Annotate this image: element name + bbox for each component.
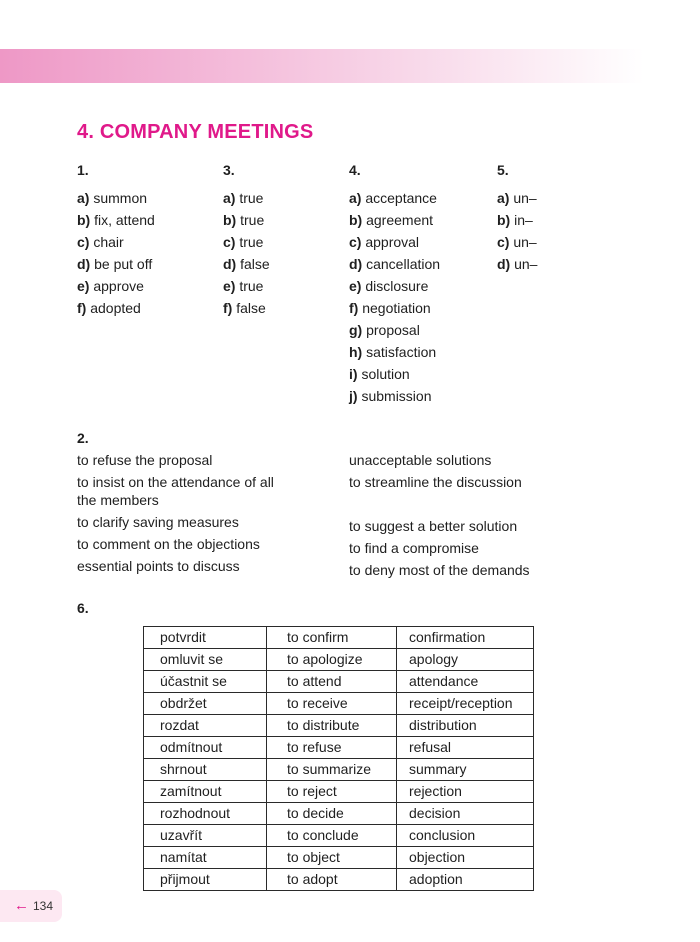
exercise-1 [77, 159, 155, 319]
exercise-1-header: 1. [77, 162, 89, 178]
table-row [144, 759, 534, 781]
table-cell-czech: shrnout [144, 759, 267, 781]
answer-item: e) true [223, 278, 264, 294]
left-arrow-icon: ← [14, 897, 29, 914]
phrase-item: to comment on the objections [77, 536, 260, 552]
table-row [144, 737, 534, 759]
answer-item: d) cancellation [349, 256, 441, 272]
table-row [144, 693, 534, 715]
table-cell-czech: účastnit se [144, 671, 267, 693]
table-cell-czech: rozdat [144, 715, 267, 737]
answer-item: f) negotiation [349, 300, 431, 316]
table-cell-czech: zamítnout [144, 781, 267, 803]
table-cell-verb: to reject [267, 781, 397, 803]
table-cell-czech: uzavřít [144, 825, 267, 847]
page-title: 4. COMPANY MEETINGS [77, 121, 314, 143]
phrase-item: to find a compromise [349, 540, 479, 556]
exercise-5 [497, 159, 537, 275]
table-row [144, 715, 534, 737]
exercise-6-header: 6. [77, 600, 89, 616]
phrase-item: to insist on the attendance of all the members [77, 474, 274, 508]
answer-item: b) in– [497, 212, 533, 228]
table-cell-noun: refusal [397, 737, 534, 759]
table-cell-verb: to refuse [267, 737, 397, 759]
answer-item: e) approve [77, 278, 144, 294]
answer-item: a) true [223, 190, 264, 206]
table-cell-verb: to confirm [267, 627, 397, 649]
table-cell-noun: objection [397, 847, 534, 869]
table-cell-verb: to object [267, 847, 397, 869]
answer-item: i) solution [349, 366, 410, 382]
answer-item: b) true [223, 212, 265, 228]
table-cell-verb: to receive [267, 693, 397, 715]
exercise-2-right-column [349, 449, 609, 581]
vocabulary-table [143, 626, 534, 891]
table-cell-noun: apology [397, 649, 534, 671]
table-cell-verb: to distribute [267, 715, 397, 737]
table-row [144, 869, 534, 891]
table-cell-czech: omluvit se [144, 649, 267, 671]
answer-item: c) approval [349, 234, 420, 250]
answer-item: f) adopted [77, 300, 141, 316]
table-cell-verb: to decide [267, 803, 397, 825]
answer-item: j) submission [349, 388, 432, 404]
phrase-item: to suggest a better solution [349, 518, 518, 534]
table-cell-czech: přijmout [144, 869, 267, 891]
answer-item: c) true [223, 234, 264, 250]
table-cell-noun: conclusion [397, 825, 534, 847]
table-cell-czech: rozhodnout [144, 803, 267, 825]
phrase-item: unacceptable solutions [349, 452, 492, 468]
table-row [144, 847, 534, 869]
table-cell-czech: potvrdit [144, 627, 267, 649]
table-cell-czech: obdržet [144, 693, 267, 715]
table-cell-verb: to conclude [267, 825, 397, 847]
table-cell-verb: to apologize [267, 649, 397, 671]
table-cell-noun: attendance [397, 671, 534, 693]
answer-item: f) false [223, 300, 266, 316]
table-cell-noun: adoption [397, 869, 534, 891]
exercise-3 [223, 159, 270, 319]
table-cell-czech: odmítnout [144, 737, 267, 759]
answer-item: a) acceptance [349, 190, 437, 206]
answer-item: b) fix, attend [77, 212, 155, 228]
phrase-item: to refuse the proposal [77, 452, 213, 468]
phrase-item: to deny most of the demands [349, 562, 530, 578]
header-gradient-band [0, 49, 700, 83]
exercise-5-header: 5. [497, 162, 509, 178]
answer-item: b) agreement [349, 212, 434, 228]
table-cell-noun: decision [397, 803, 534, 825]
page-number: 134 [33, 899, 54, 913]
table-cell-verb: to summarize [267, 759, 397, 781]
exercise-4-header: 4. [349, 162, 361, 178]
table-cell-noun: summary [397, 759, 534, 781]
table-cell-verb: to attend [267, 671, 397, 693]
table-cell-czech: namítat [144, 847, 267, 869]
answer-item: a) un– [497, 190, 537, 206]
table-cell-noun: distribution [397, 715, 534, 737]
table-cell-noun: confirmation [397, 627, 534, 649]
page-number-tab [0, 890, 62, 922]
table-row [144, 671, 534, 693]
answer-item: c) chair [77, 234, 124, 250]
exercise-3-header: 3. [223, 162, 235, 178]
phrase-item: to clarify saving measures [77, 514, 239, 530]
table-row [144, 803, 534, 825]
table-row [144, 781, 534, 803]
exercise-4 [349, 159, 440, 407]
answer-item: d) un– [497, 256, 538, 272]
answer-item: h) satisfaction [349, 344, 437, 360]
table-row [144, 649, 534, 671]
table-row [144, 627, 534, 649]
exercise-2-left-column [77, 449, 277, 577]
answer-item: a) summon [77, 190, 148, 206]
table-cell-noun: receipt/reception [397, 693, 534, 715]
answer-item: e) disclosure [349, 278, 429, 294]
answer-item: d) false [223, 256, 270, 272]
answer-item: d) be put off [77, 256, 153, 272]
answer-item: c) un– [497, 234, 537, 250]
phrase-item: essential points to discuss [77, 558, 240, 574]
exercise-2-header: 2. [77, 430, 89, 446]
answer-item: g) proposal [349, 322, 420, 338]
table-cell-noun: rejection [397, 781, 534, 803]
table-cell-verb: to adopt [267, 869, 397, 891]
phrase-item: to streamline the discussion [349, 474, 522, 490]
table-row [144, 825, 534, 847]
